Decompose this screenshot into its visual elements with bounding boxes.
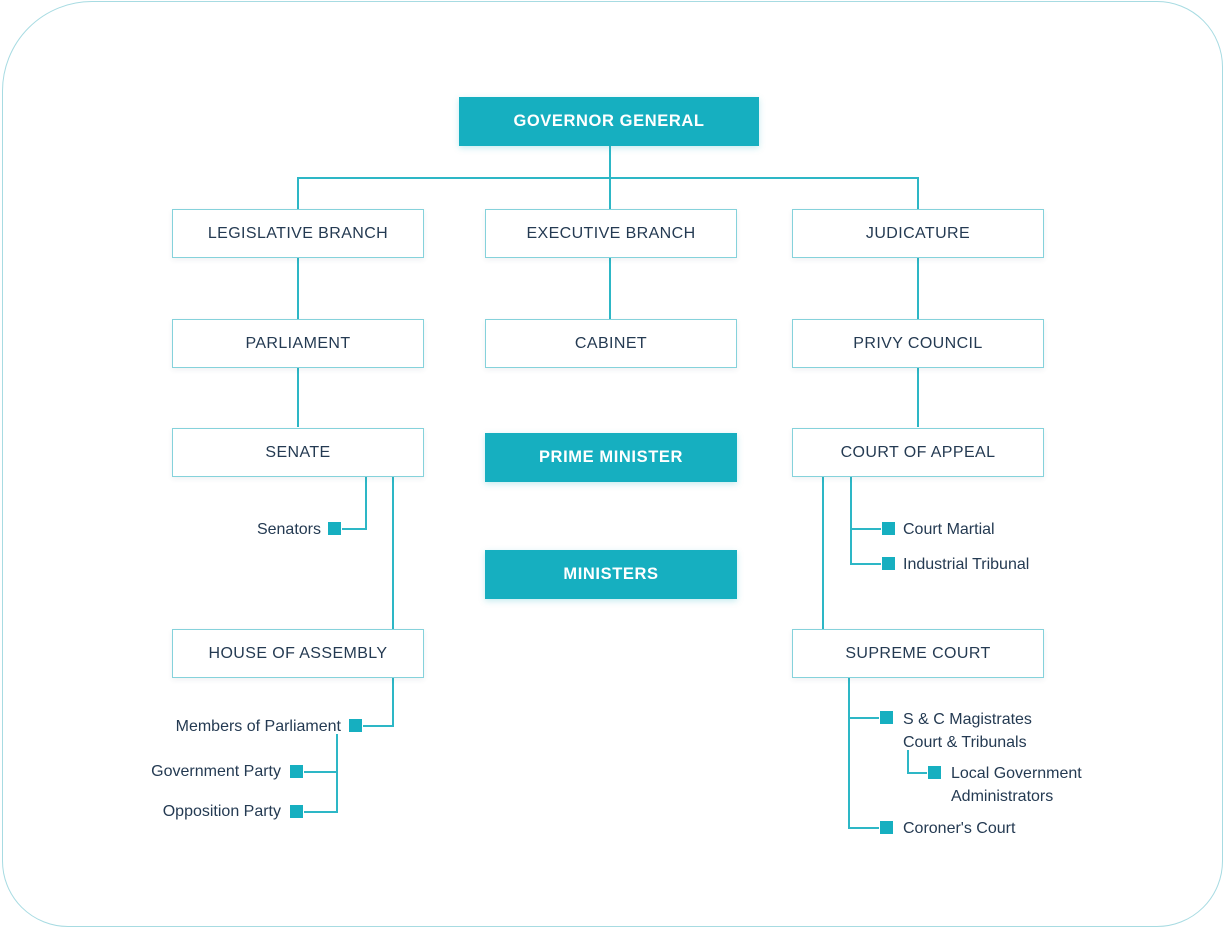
connector-line bbox=[392, 476, 394, 629]
connector-line bbox=[297, 258, 299, 319]
connector-line bbox=[297, 177, 299, 209]
connector-line bbox=[850, 528, 881, 530]
node-prime-minister bbox=[485, 433, 737, 482]
leaf-line: Local Government bbox=[951, 765, 1082, 782]
bullet-square-icon bbox=[290, 765, 303, 778]
leaf-sc-magistrates bbox=[903, 708, 1032, 754]
node-label: JUDICATURE bbox=[865, 224, 971, 242]
bullet-square-icon bbox=[928, 766, 941, 779]
connector-line bbox=[392, 677, 394, 727]
node-label: PRIVY COUNCIL bbox=[853, 334, 983, 352]
node-label: EXECUTIVE BRANCH bbox=[526, 224, 696, 242]
bullet-square-icon bbox=[880, 821, 893, 834]
leaf-line: Administrators bbox=[951, 788, 1054, 805]
node-judicature bbox=[792, 209, 1044, 258]
leaf-industrial-tribunal: Industrial Tribunal bbox=[903, 556, 1030, 573]
leaf-government-party: Government Party bbox=[151, 763, 281, 780]
connector-line bbox=[907, 772, 927, 774]
connector-line bbox=[850, 563, 881, 565]
connector-line bbox=[363, 725, 394, 727]
node-label: GOVERNOR GENERAL bbox=[513, 112, 705, 130]
bullet-square-icon bbox=[349, 719, 362, 732]
node-label: SUPREME COURT bbox=[845, 644, 991, 662]
connector-line bbox=[848, 827, 879, 829]
leaf-local-government-administrators bbox=[951, 762, 1082, 808]
node-governor-general bbox=[459, 97, 759, 146]
leaf-senators: Senators bbox=[256, 521, 321, 538]
node-label: COURT OF APPEAL bbox=[840, 443, 996, 461]
node-executive-branch bbox=[485, 209, 737, 258]
connector-line bbox=[917, 258, 919, 319]
bullet-square-icon bbox=[328, 522, 341, 535]
connector-line bbox=[917, 368, 919, 427]
leaf-court-martial: Court Martial bbox=[903, 521, 995, 538]
node-court-of-appeal bbox=[792, 428, 1044, 477]
connector-line bbox=[917, 177, 919, 209]
connector-line bbox=[365, 476, 367, 530]
diagram-card bbox=[2, 1, 1223, 927]
leaf-line: Court & Tribunals bbox=[903, 734, 1027, 751]
node-label: PRIME MINISTER bbox=[538, 448, 684, 466]
connector-line bbox=[822, 476, 824, 629]
node-house-of-assembly bbox=[172, 629, 424, 678]
node-parliament bbox=[172, 319, 424, 368]
connector-line bbox=[609, 258, 611, 319]
node-cabinet bbox=[485, 319, 737, 368]
bullet-square-icon bbox=[882, 522, 895, 535]
connector-line bbox=[297, 368, 299, 427]
connector-line bbox=[304, 771, 338, 773]
node-label: SENATE bbox=[265, 443, 331, 461]
node-ministers bbox=[485, 550, 737, 599]
node-legislative-branch bbox=[172, 209, 424, 258]
node-label: HOUSE OF ASSEMBLY bbox=[208, 644, 388, 662]
bullet-square-icon bbox=[880, 711, 893, 724]
connector-line bbox=[848, 677, 850, 829]
leaf-members-of-parliament: Members of Parliament bbox=[175, 718, 341, 735]
connector-line bbox=[336, 734, 338, 813]
leaf-opposition-party: Opposition Party bbox=[162, 803, 281, 820]
connector-line bbox=[848, 717, 879, 719]
connector-line bbox=[850, 476, 852, 565]
node-label: MINISTERS bbox=[563, 565, 659, 583]
node-label: CABINET bbox=[574, 334, 648, 352]
bullet-square-icon bbox=[290, 805, 303, 818]
connector-line bbox=[297, 177, 919, 179]
node-privy-council bbox=[792, 319, 1044, 368]
node-senate bbox=[172, 428, 424, 477]
node-label: LEGISLATIVE BRANCH bbox=[207, 224, 389, 242]
node-supreme-court bbox=[792, 629, 1044, 678]
connector-line bbox=[304, 811, 338, 813]
leaf-coroners-court: Coroner's Court bbox=[903, 820, 1016, 837]
node-label: PARLIAMENT bbox=[245, 334, 351, 352]
leaf-line: S & C Magistrates bbox=[903, 711, 1032, 728]
connector-line bbox=[342, 528, 367, 530]
bullet-square-icon bbox=[882, 557, 895, 570]
